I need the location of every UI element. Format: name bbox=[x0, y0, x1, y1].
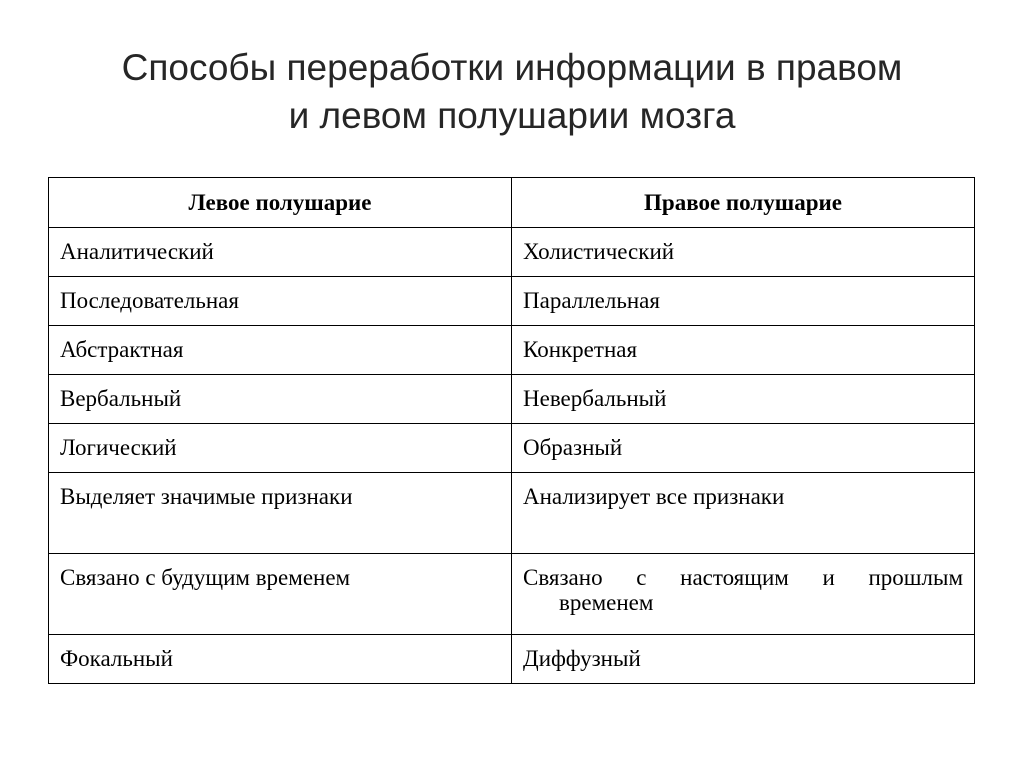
right-cell: Анализирует все признаки bbox=[512, 473, 975, 554]
right-cell: Холистический bbox=[512, 228, 975, 277]
right-cell: Образный bbox=[512, 424, 975, 473]
table-row bbox=[49, 473, 975, 554]
right-cell: Конкретная bbox=[512, 326, 975, 375]
comparison-table bbox=[48, 177, 975, 684]
left-cell: Абстрактная bbox=[49, 326, 512, 375]
left-cell: Выделяет значимые признаки bbox=[49, 473, 512, 554]
table-row bbox=[49, 277, 975, 326]
header-left-hemisphere: Левое полушарие bbox=[49, 178, 512, 228]
right-cell-line-1: Связано с настоящим и прошлым bbox=[523, 565, 963, 590]
right-cell-line-2: временем bbox=[559, 590, 654, 615]
table-row bbox=[49, 554, 975, 635]
left-cell: Логический bbox=[49, 424, 512, 473]
table-header-row bbox=[49, 178, 975, 228]
table-row bbox=[49, 228, 975, 277]
right-cell: Невербальный bbox=[512, 375, 975, 424]
table-row bbox=[49, 424, 975, 473]
left-cell: Фокальный bbox=[49, 635, 512, 684]
title-line-2: и левом полушарии мозга bbox=[288, 95, 736, 136]
right-cell: Параллельная bbox=[512, 277, 975, 326]
table-row bbox=[49, 326, 975, 375]
table-row bbox=[49, 375, 975, 424]
page-title bbox=[0, 44, 1024, 140]
table-row bbox=[49, 635, 975, 684]
left-cell: Вербальный bbox=[49, 375, 512, 424]
title-line-1: Способы переработки информации в правом bbox=[121, 47, 903, 88]
header-right-hemisphere: Правое полушарие bbox=[512, 178, 975, 228]
left-cell: Последовательная bbox=[49, 277, 512, 326]
right-cell: Диффузный bbox=[512, 635, 975, 684]
left-cell: Связано с будущим временем bbox=[49, 554, 512, 635]
left-cell: Аналитический bbox=[49, 228, 512, 277]
right-cell bbox=[512, 554, 975, 635]
